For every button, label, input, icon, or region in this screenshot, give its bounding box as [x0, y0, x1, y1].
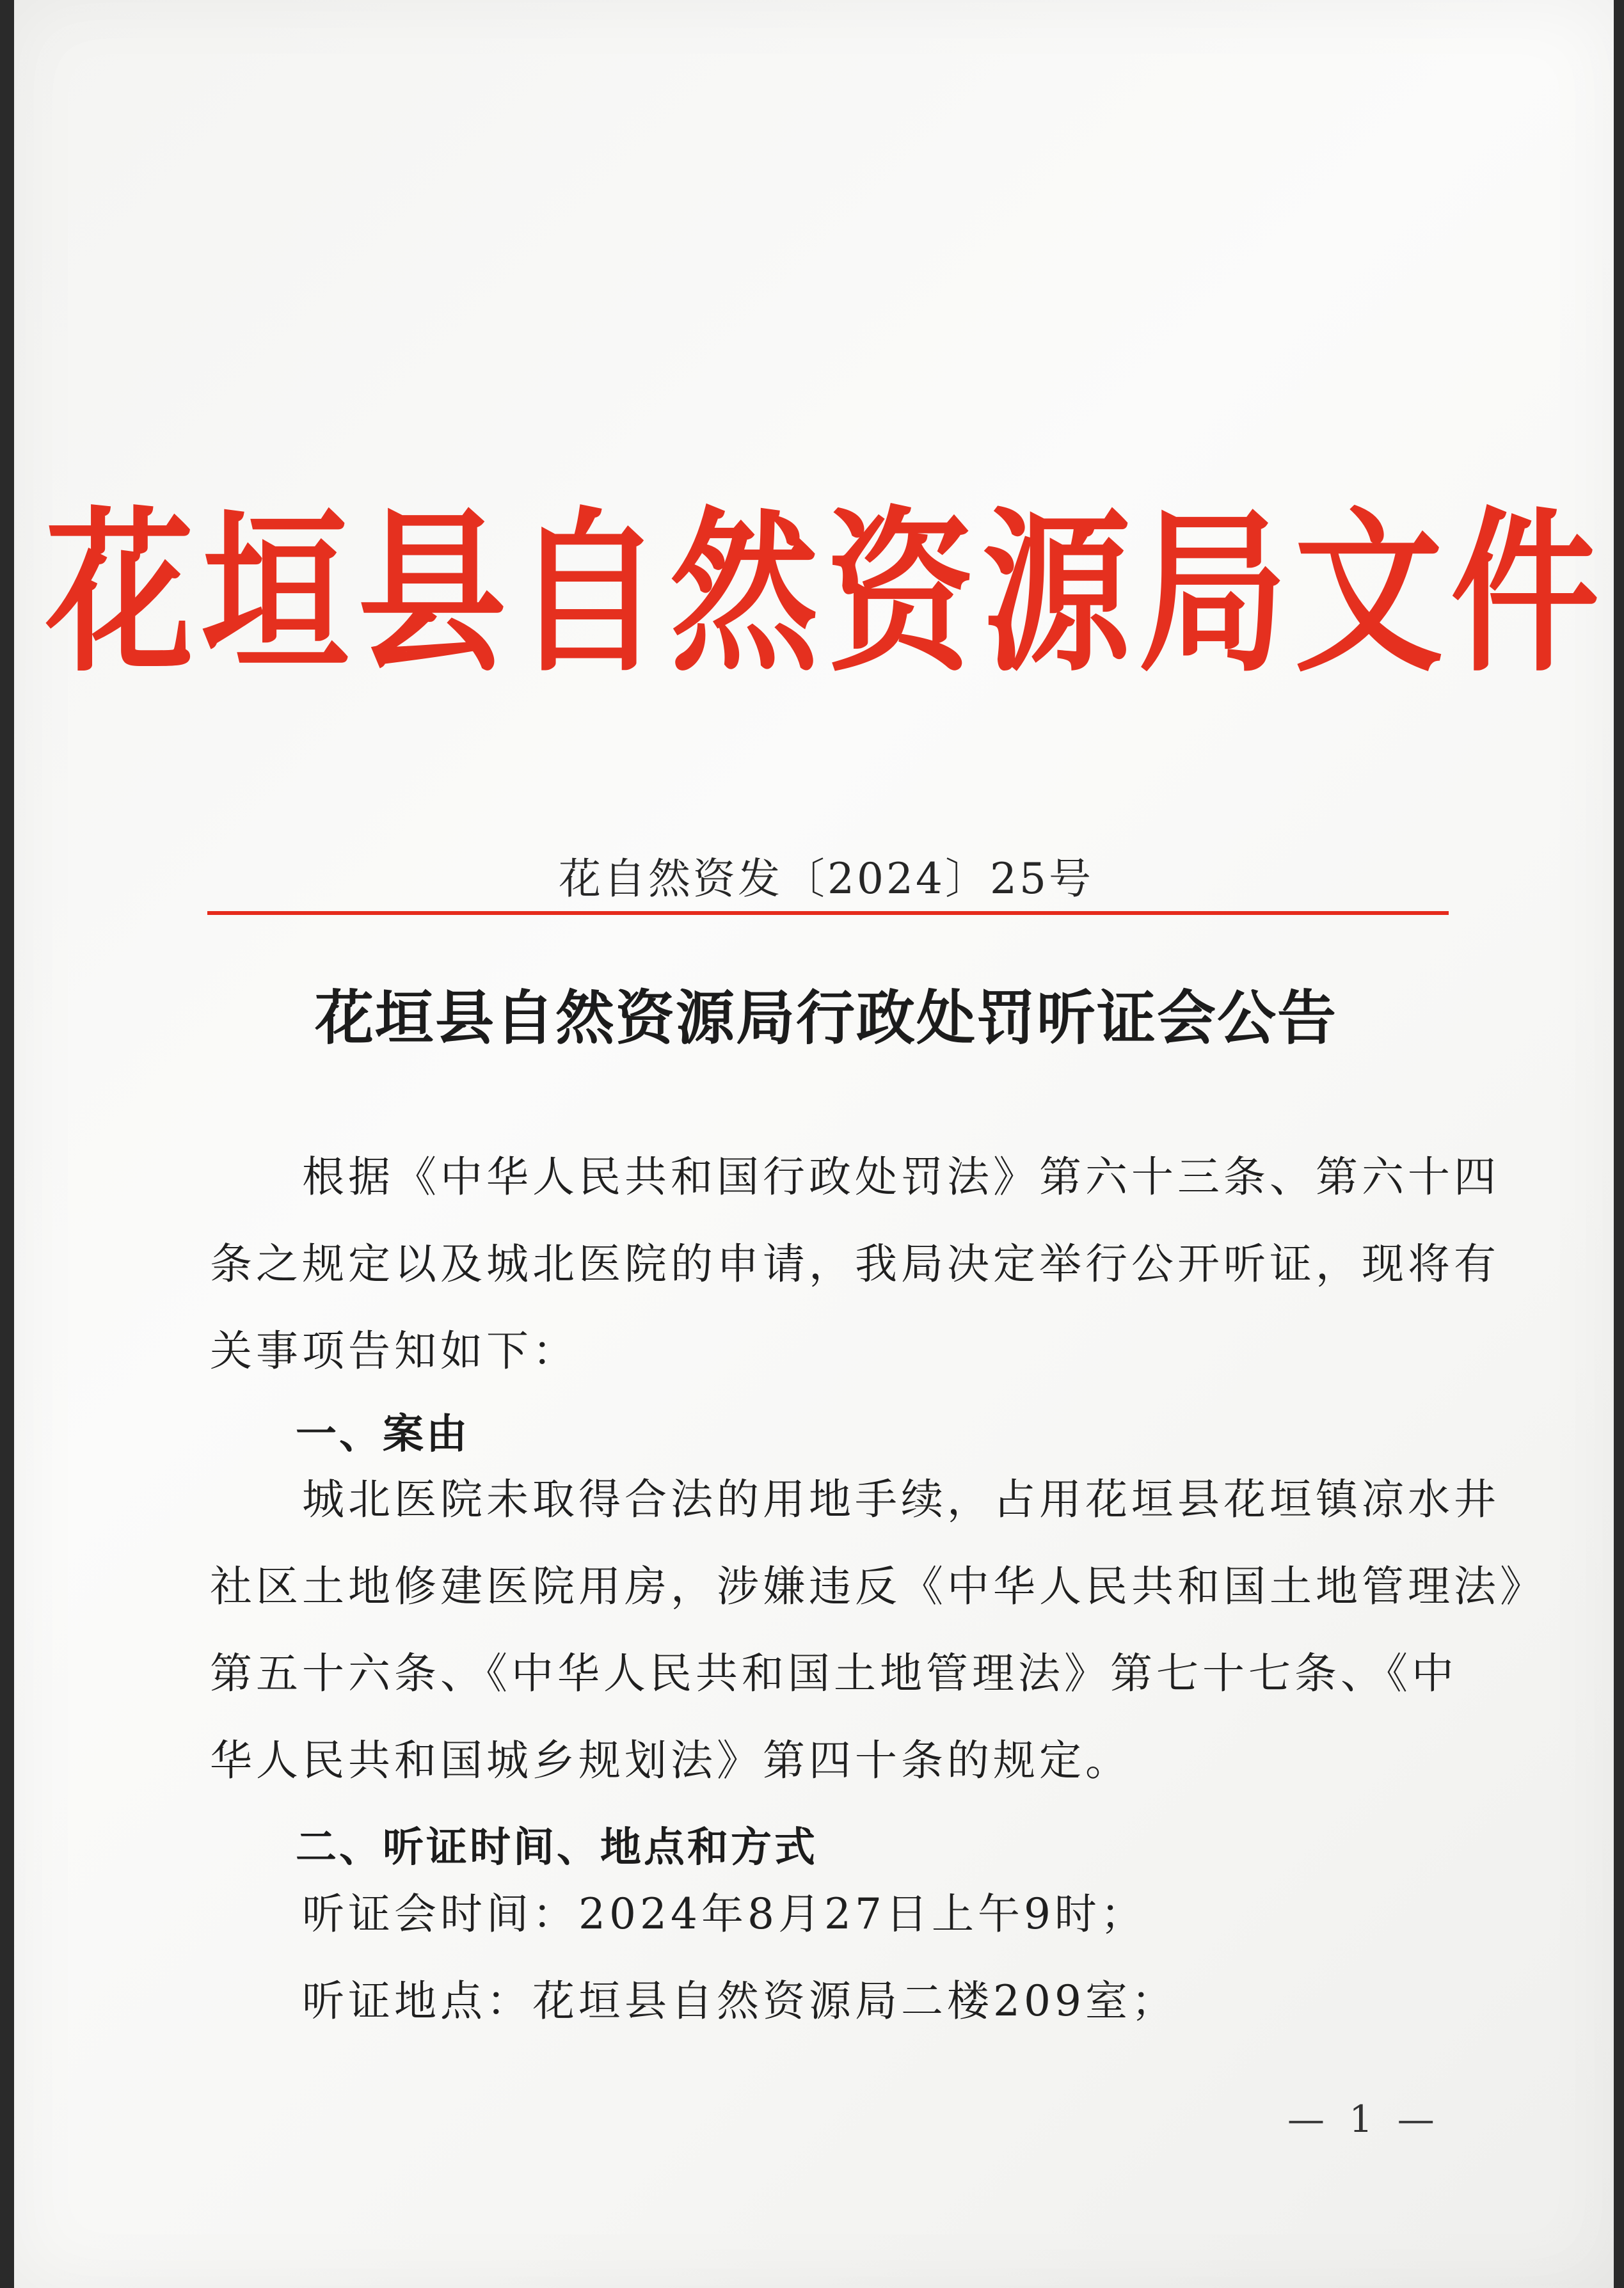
intro-line: 关事项告知如下：	[210, 1326, 578, 1376]
case-line: 第五十六条、《中华人民共和国土地管理法》第七十七条、《中	[210, 1649, 1458, 1698]
notice-title: 花垣县自然资源局行政处罚听证会公告	[314, 983, 1337, 1053]
section-heading-case: 一、案由	[296, 1411, 470, 1458]
hearing-details	[210, 1871, 1458, 2045]
section-heading-hearing: 二、听证时间、地点和方式	[296, 1824, 818, 1871]
hearing-time: 听证会时间：2024年8月27日上午9时；	[210, 1889, 1147, 1939]
red-separator-line	[207, 911, 1449, 915]
case-line: 城北医院未取得合法的用地手续，占用花垣县花垣镇凉水井	[210, 1475, 1500, 1524]
document-page	[14, 0, 1614, 2288]
hearing-place: 听证地点：花垣县自然资源局二楼209室；	[210, 1976, 1177, 2026]
page-number: — 1 —	[1287, 2097, 1441, 2141]
intro-line: 根据《中华人民共和国行政处罚法》第六十三条、第六十四	[210, 1152, 1500, 1202]
document-masthead: 花垣县自然资源局文件	[45, 489, 1607, 696]
document-number: 花自然资发〔2024〕25号	[559, 854, 1094, 903]
case-line: 社区土地修建医院用房，涉嫌违反《中华人民共和国土地管理法》	[210, 1562, 1546, 1611]
intro-paragraph	[210, 1134, 1500, 1395]
case-line: 华人民共和国城乡规划法》第四十条的规定。	[210, 1736, 1131, 1785]
case-paragraph	[210, 1456, 1546, 1804]
intro-line: 条之规定以及城北医院的申请，我局决定举行公开听证，现将有	[210, 1239, 1500, 1289]
